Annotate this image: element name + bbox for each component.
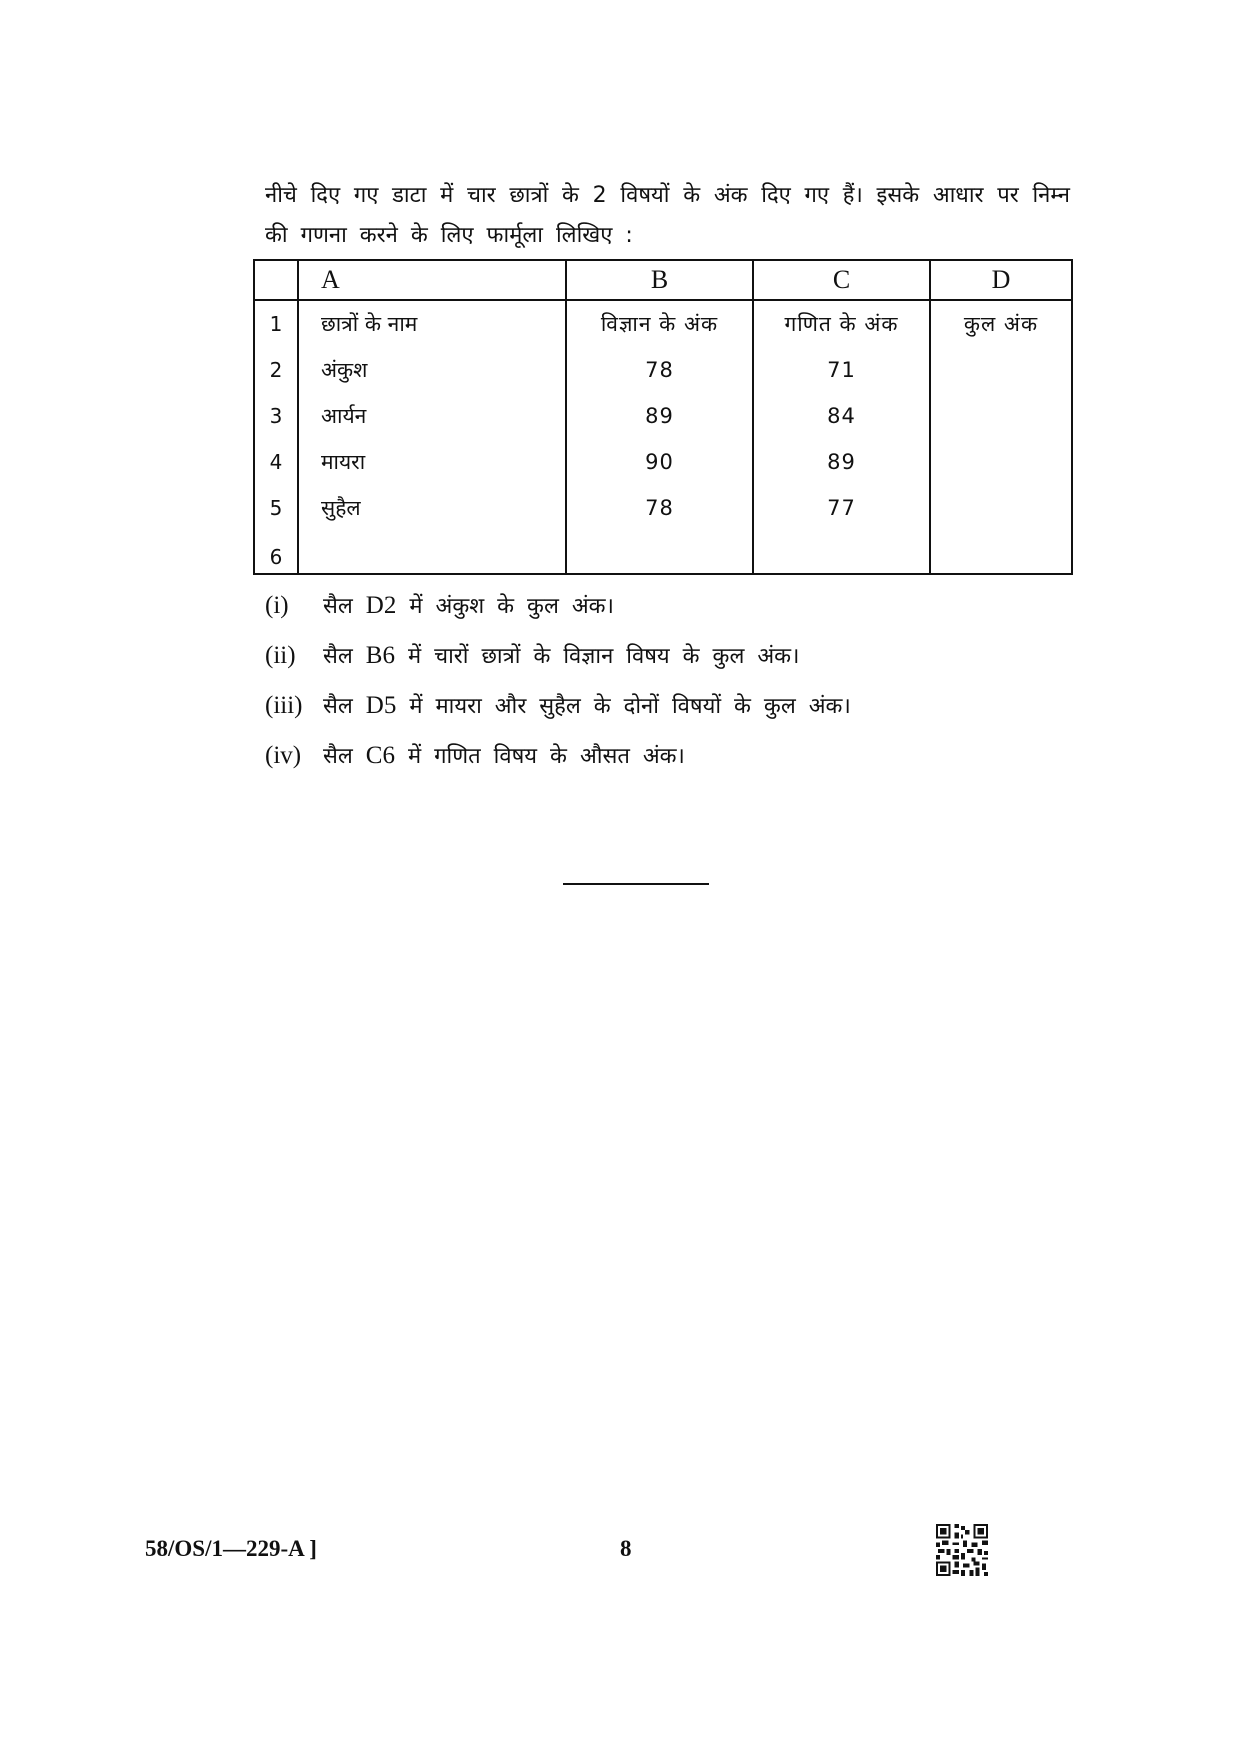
cell-d6 [930, 531, 1072, 574]
sub-question-number: (ii) [265, 642, 296, 669]
sub-question-lead: सैल [323, 744, 353, 769]
cell-b3: 89 [566, 393, 753, 439]
row-number: 5 [254, 485, 298, 531]
corner-cell [254, 260, 298, 300]
sub-question-lead: सैल [323, 694, 353, 719]
table-row [254, 485, 1072, 531]
sub-question-number: (iv) [265, 742, 302, 769]
sub-question-lead: सैल [323, 644, 353, 669]
column-header-b: B [566, 260, 753, 300]
row-number: 6 [254, 531, 298, 574]
cell-reference: B6 [365, 642, 395, 669]
sub-question-text: में गणित विषय के औसत अंक। [407, 744, 685, 769]
page-number: 8 [620, 1536, 632, 1561]
question-intro: नीचे दिए गए डाटा में चार छात्रों के 2 विषयों के अंक दिए गए हैं। इसके आधार पर निम्न की गणना करने के लिए फार्मूला लिखिए : [265, 183, 1070, 248]
marks-table [253, 259, 1073, 575]
sub-question-iii [265, 684, 851, 734]
cell-b4: 90 [566, 439, 753, 485]
cell-d1: कुल अंक [963, 312, 1039, 336]
cell-b5: 78 [566, 485, 753, 531]
cell-b6 [566, 531, 753, 574]
sub-question-text: में अंकुश के कुल अंक। [409, 594, 614, 619]
cell-c3: 84 [753, 393, 930, 439]
row-number: 2 [254, 347, 298, 393]
cell-reference: D5 [365, 692, 397, 719]
sub-question-number: (iii) [265, 692, 303, 719]
cell-reference: D2 [365, 592, 397, 619]
column-header-c: C [753, 260, 930, 300]
table-row [254, 347, 1072, 393]
row-number: 4 [254, 439, 298, 485]
sub-question-number: (i) [265, 592, 289, 619]
cell-d2 [930, 347, 1072, 393]
table-row [254, 393, 1072, 439]
table-row [254, 531, 1072, 574]
cell-a4: मायरा [298, 439, 566, 485]
cell-c5: 77 [753, 485, 930, 531]
question-list [265, 584, 851, 784]
row-number: 1 [254, 300, 298, 347]
cell-c1: गणित के अंक [753, 300, 930, 347]
row-number: 3 [254, 393, 298, 439]
cell-d4 [930, 439, 1072, 485]
sub-question-ii [265, 634, 851, 684]
cell-c6 [753, 531, 930, 574]
column-header-d: D [930, 260, 1072, 300]
cell-c4: 89 [753, 439, 930, 485]
table-row [254, 439, 1072, 485]
sub-question-iv [265, 734, 851, 784]
cell-a1: छात्रों के नाम [298, 300, 566, 347]
column-header-a: A [298, 260, 566, 300]
qr-code-icon [936, 1524, 988, 1576]
end-of-paper-rule [563, 883, 709, 885]
table-row [254, 300, 1072, 347]
cell-b2: 78 [566, 347, 753, 393]
sub-question-lead: सैल [323, 594, 353, 619]
cell-d5 [930, 485, 1072, 531]
cell-a6 [298, 531, 566, 574]
sub-question-text: में चारों छात्रों के विज्ञान विषय के कुल अंक। [407, 644, 800, 669]
paper-code: 58/OS/1—229-A ] [145, 1536, 317, 1561]
cell-d3 [930, 393, 1072, 439]
cell-a2: अंकुश [298, 347, 566, 393]
cell-c2: 71 [753, 347, 930, 393]
cell-a5: सुहैल [298, 485, 566, 531]
cell-reference: C6 [365, 742, 395, 769]
column-header-row [254, 260, 1072, 300]
sub-question-text: में मायरा और सुहैल के दोनों विषयों के कुल अंक। [409, 694, 851, 719]
cell-a3: आर्यन [298, 393, 566, 439]
sub-question-i [265, 584, 851, 634]
cell-b1: विज्ञान के अंक [566, 300, 753, 347]
